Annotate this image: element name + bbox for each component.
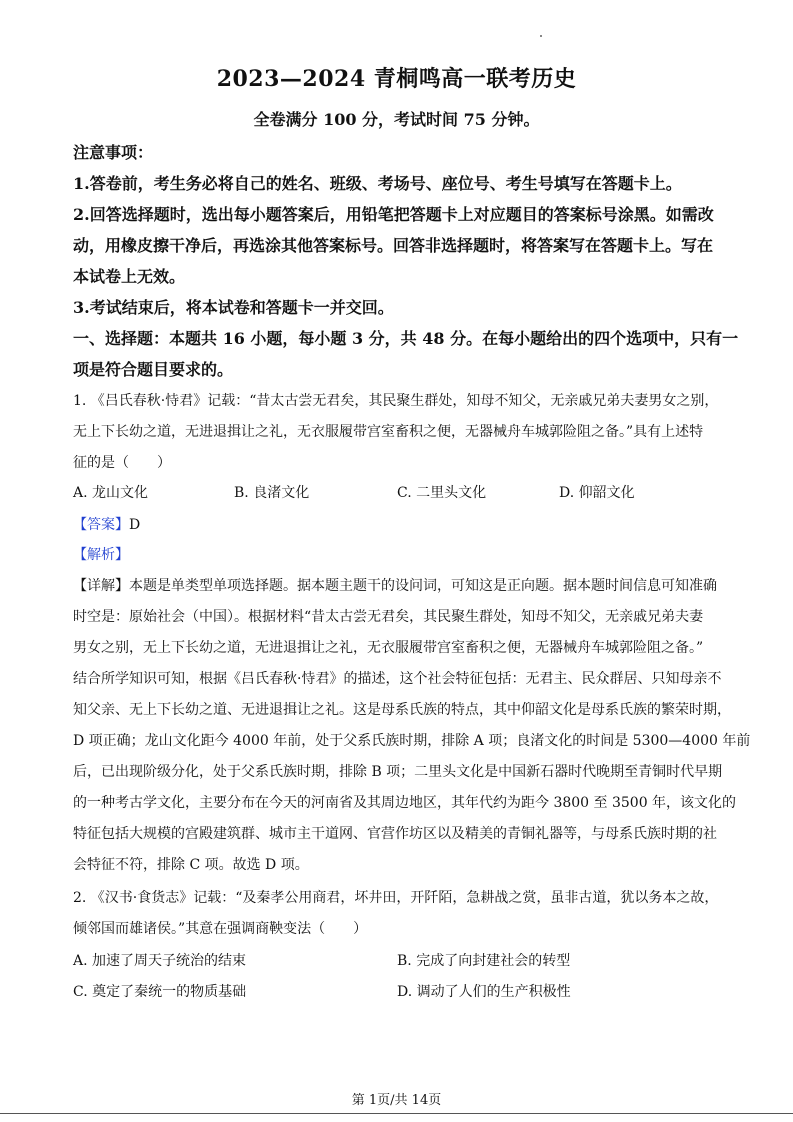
q1-detail-line-5: 知父亲、无上下长幼之道、无进退揖让之礼。这是母系氏族的特点，其中仰韶文化是母系氏族的繁荣时期，: [73, 702, 731, 718]
q1-option-b: B. 良渚文化: [234, 485, 310, 501]
page-title: 2023—2024 青桐鸣高一联考历史: [216, 66, 577, 92]
q2-option-a: A. 加速了周天子统治的结束: [73, 953, 247, 969]
q1-stem-line-3: 征的是（ ）: [73, 455, 171, 471]
q2-option-b: B. 完成了向封建社会的转型: [397, 953, 571, 969]
q2-stem-line-1: 2. 《汉书·食货志》记载：“及秦孝公用商君，坏井田，开阡陌，急耕战之赏，虽非古道，犹以务本之故，: [73, 890, 719, 906]
q1-detail-line-4: 结合所学知识可知，根据《吕氏春秋·恃君》的描述，这个社会特征包括：无君主、民众群居、只知母亲不: [73, 671, 722, 687]
q1-option-c: C. 二里头文化: [397, 485, 487, 501]
notice-heading: 注意事项：: [73, 143, 154, 162]
notice-item-2-line-3: 本试卷上无效。: [73, 267, 186, 286]
q1-answer-line: [73, 514, 723, 534]
notice-item-3: 3.考试结束后，将本试卷和答题卡一并交回。: [73, 298, 394, 317]
answer-value: D: [129, 517, 141, 533]
bottom-rule: [0, 1113, 793, 1114]
notice-item-2-line-1: 2.回答选择题时，选出每小题答案后，用铅笔把答题卡上对应题目的答案标号涂黑。如需改: [73, 205, 714, 224]
q1-option-d: D. 仰韶文化: [559, 485, 635, 501]
page-number: 第 1页/共 14页: [351, 1093, 442, 1108]
q1-detail-line-6: D 项正确；龙山文化距今 4000 年前，处于父系氏族时期，排除 A 项；良渚文化的时间是 5300—4000 年前: [73, 733, 751, 749]
q1-detail-line-3: 男女之别，无上下长幼之道，无进退揖让之礼，无衣服履带宫室畜积之便，无器械舟车城郭险阻之备。”: [73, 640, 704, 656]
page-subtitle: 全卷满分 100 分，考试时间 75 分钟。: [253, 110, 540, 129]
q2-option-c: C. 奠定了秦统一的物质基础: [73, 984, 247, 1000]
q1-detail-line-2: 时空是：原始社会（中国）。根据材料“昔太古尝无君矣，其民聚生群处，知母不知父，无亲戚兄弟夫妻: [73, 609, 704, 625]
q2-stem-line-2: 倾邻国而雄诸侯。”其意在强调商鞅变法（ ）: [73, 921, 368, 937]
q1-stem-line-2: 无上下长幼之道，无进退揖让之礼，无衣服履带宫室畜积之便，无器械舟车城郭险阻之备。”具有上述特: [73, 424, 704, 440]
analysis-tag: 【解析】: [73, 547, 129, 563]
section-heading-line-2: 项是符合题目要求的。: [73, 360, 234, 379]
q1-detail-line-10: 会特征不符，排除 C 项。故选 D 项。: [73, 857, 309, 873]
q2-option-d: D. 调动了人们的生产积极性: [397, 984, 571, 1000]
q1-analysis-tag: [73, 544, 723, 564]
scan-speck: [540, 35, 542, 37]
notice-item-2-line-2: 动，用橡皮擦干净后，再选涂其他答案标号。回答非选择题时，将答案写在答题卡上。写在: [73, 236, 714, 255]
section-heading-line-1: 一、选择题：本题共 16 小题，每小题 3 分，共 48 分。在每小题给出的四个选项中，只有一: [73, 329, 739, 348]
q1-detail-line-8: 的一种考古学文化，主要分布在今天的河南省及其周边地区，其年代约为距今 3800 至 3500 年，该文化的: [73, 795, 737, 811]
q1-stem-line-1: 1. 《吕氏春秋·恃君》记载：“昔太古尝无君矣，其民聚生群处，知母不知父，无亲戚兄弟夫妻男女之别，: [73, 393, 719, 409]
detail-tag: 【详解】: [73, 578, 129, 594]
answer-tag: 【答案】: [73, 517, 129, 533]
detail-text: 本题是单类型单项选择题。据本题主题干的设问词，可知这是正向题。据本题时间信息可知准确: [129, 578, 717, 594]
q1-option-a: A. 龙山文化: [73, 485, 149, 501]
q1-detail-line-9: 特征包括大规模的宫殿建筑群、城市主干道网、官营作坊区以及精美的青铜礼器等，与母系氏族时期的社: [73, 826, 717, 842]
notice-item-1: 1.答卷前，考生务必将自己的姓名、班级、考场号、座位号、考生号填写在答题卡上。: [73, 174, 682, 193]
q1-detail-line-1: [73, 575, 723, 595]
q1-detail-line-7: 后，已出现阶级分化，处于父系氏族时期，排除 B 项；二里头文化是中国新石器时代晚期至青铜时代早期: [73, 764, 723, 780]
